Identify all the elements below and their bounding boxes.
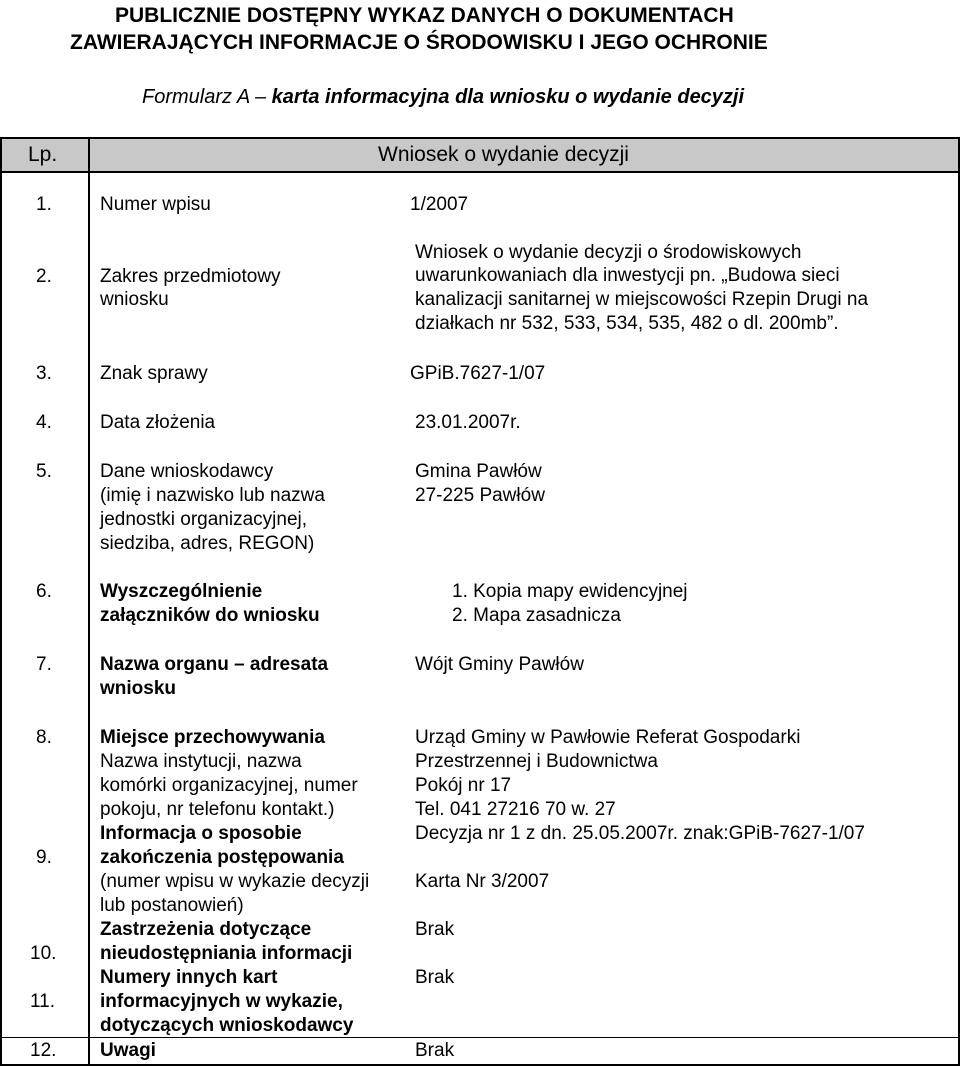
row-value: Wniosek o wydanie decyzji o środowiskowych: [415, 242, 802, 263]
row-value: Urząd Gminy w Pawłowie Referat Gospodarki: [415, 727, 801, 748]
row-label: informacyjnych w wykazie,: [100, 991, 343, 1012]
row-value: kanalizacji sanitarnej w miejscowości Rzepin Drugi na: [415, 289, 869, 310]
row-label: Informacja o sposobie: [100, 823, 302, 844]
row-label: (imię i nazwisko lub nazwa: [100, 485, 325, 506]
form-prefix: Formularz A –: [142, 86, 272, 108]
row-value: Brak: [415, 967, 455, 988]
row-number: 11.: [30, 991, 56, 1012]
row-label: (numer wpisu w wykazie decyzji: [100, 871, 370, 892]
row-value: GPiB.7627-1/07: [410, 363, 546, 384]
row-label: komórki organizacyjnej, numer: [100, 775, 358, 796]
row-label: Nazwa organu – adresata: [100, 654, 329, 675]
row-value: 27-225 Pawłów: [415, 485, 545, 506]
row-label: Data złożenia: [100, 412, 216, 433]
row-label: Uwagi: [100, 1040, 156, 1061]
row-value: Brak: [415, 1040, 455, 1061]
row-value: Przestrzennej i Budownictwa: [415, 751, 658, 772]
row-number: 3.: [36, 363, 52, 384]
row-label: Dane wnioskodawcy: [100, 461, 274, 482]
document-title-line-1: PUBLICZNIE DOSTĘPNY WYKAZ DANYCH O DOKUMENTACH: [115, 4, 734, 27]
row-number: 4.: [36, 412, 52, 433]
row-number: 7.: [36, 654, 52, 675]
row-number: 12.: [30, 1040, 57, 1061]
table-header-divider: [0, 171, 960, 173]
row-value: 1/2007: [410, 194, 469, 215]
row-value: 23.01.2007r.: [415, 412, 521, 433]
row-label: Numery innych kart: [100, 967, 278, 988]
row-label: pokoju, nr telefonu kontakt.): [100, 799, 335, 820]
row-label: Numer wpisu: [100, 194, 211, 215]
row-number: 6.: [36, 581, 52, 602]
row-label: siedziba, adres, REGON): [100, 533, 315, 554]
form-name: karta informacyjna dla wniosku o wydanie decyzji: [271, 86, 745, 108]
row-label: zakończenia postępowania: [100, 847, 344, 868]
row-number: 2.: [36, 266, 52, 287]
row-number: 9.: [36, 847, 52, 868]
document-title-line-2: ZAWIERAJĄCYCH INFORMACJE O ŚRODOWISKU I JEGO OCHRONIE: [70, 31, 768, 54]
row-label: Nazwa instytucji, nazwa: [100, 751, 302, 772]
row-value: Pokój nr 17: [415, 775, 512, 796]
row-label: wniosku: [100, 289, 169, 310]
form-subtitle: [142, 86, 744, 109]
row-number: 8.: [36, 727, 52, 748]
row-value: Wójt Gminy Pawłów: [415, 654, 584, 675]
table-border-left: [0, 139, 2, 1066]
row-label: lub postanowień): [100, 895, 244, 916]
row-value: 1. Kopia mapy ewidencyjnej: [452, 581, 688, 602]
table-column-divider: [88, 139, 90, 1066]
row-number: 10.: [30, 943, 57, 964]
row-label: wniosku: [100, 678, 177, 699]
row-value: uwarunkowaniach dla inwestycji pn. „Budowa sieci: [415, 265, 840, 286]
row-label: Miejsce przechowywania: [100, 727, 325, 748]
row-label: nieudostępniania informacji: [100, 943, 353, 964]
row-label: Zastrzeżenia dotyczące: [100, 919, 312, 940]
row-value: działkach nr 532, 533, 534, 535, 482 o dl. 200mb”.: [415, 313, 839, 334]
row-label: dotyczących wnioskodawcy: [100, 1015, 354, 1036]
row-value: 2. Mapa zasadnicza: [452, 605, 621, 626]
row-label: Wyszczególnienie: [100, 581, 263, 602]
row-label: jednostki organizacyjnej,: [100, 509, 308, 530]
row-number: 1.: [36, 194, 52, 215]
row-value: Gmina Pawłów: [415, 461, 542, 482]
row-divider: [0, 1037, 960, 1038]
row-value: Karta Nr 3/2007: [415, 871, 550, 892]
table-border-top: [0, 137, 960, 139]
header-lp: Lp.: [28, 143, 58, 166]
row-label: Znak sprawy: [100, 363, 208, 384]
row-number: 5.: [36, 461, 52, 482]
row-value: Brak: [415, 919, 455, 940]
row-label: Zakres przedmiotowy: [100, 266, 281, 287]
row-label: załączników do wniosku: [100, 605, 320, 626]
row-value: Decyzja nr 1 z dn. 25.05.2007r. znak:GPiB-7627-1/07: [415, 823, 865, 844]
row-value: Tel. 041 27216 70 w. 27: [415, 799, 616, 820]
header-title: Wniosek o wydanie decyzji: [378, 143, 629, 166]
